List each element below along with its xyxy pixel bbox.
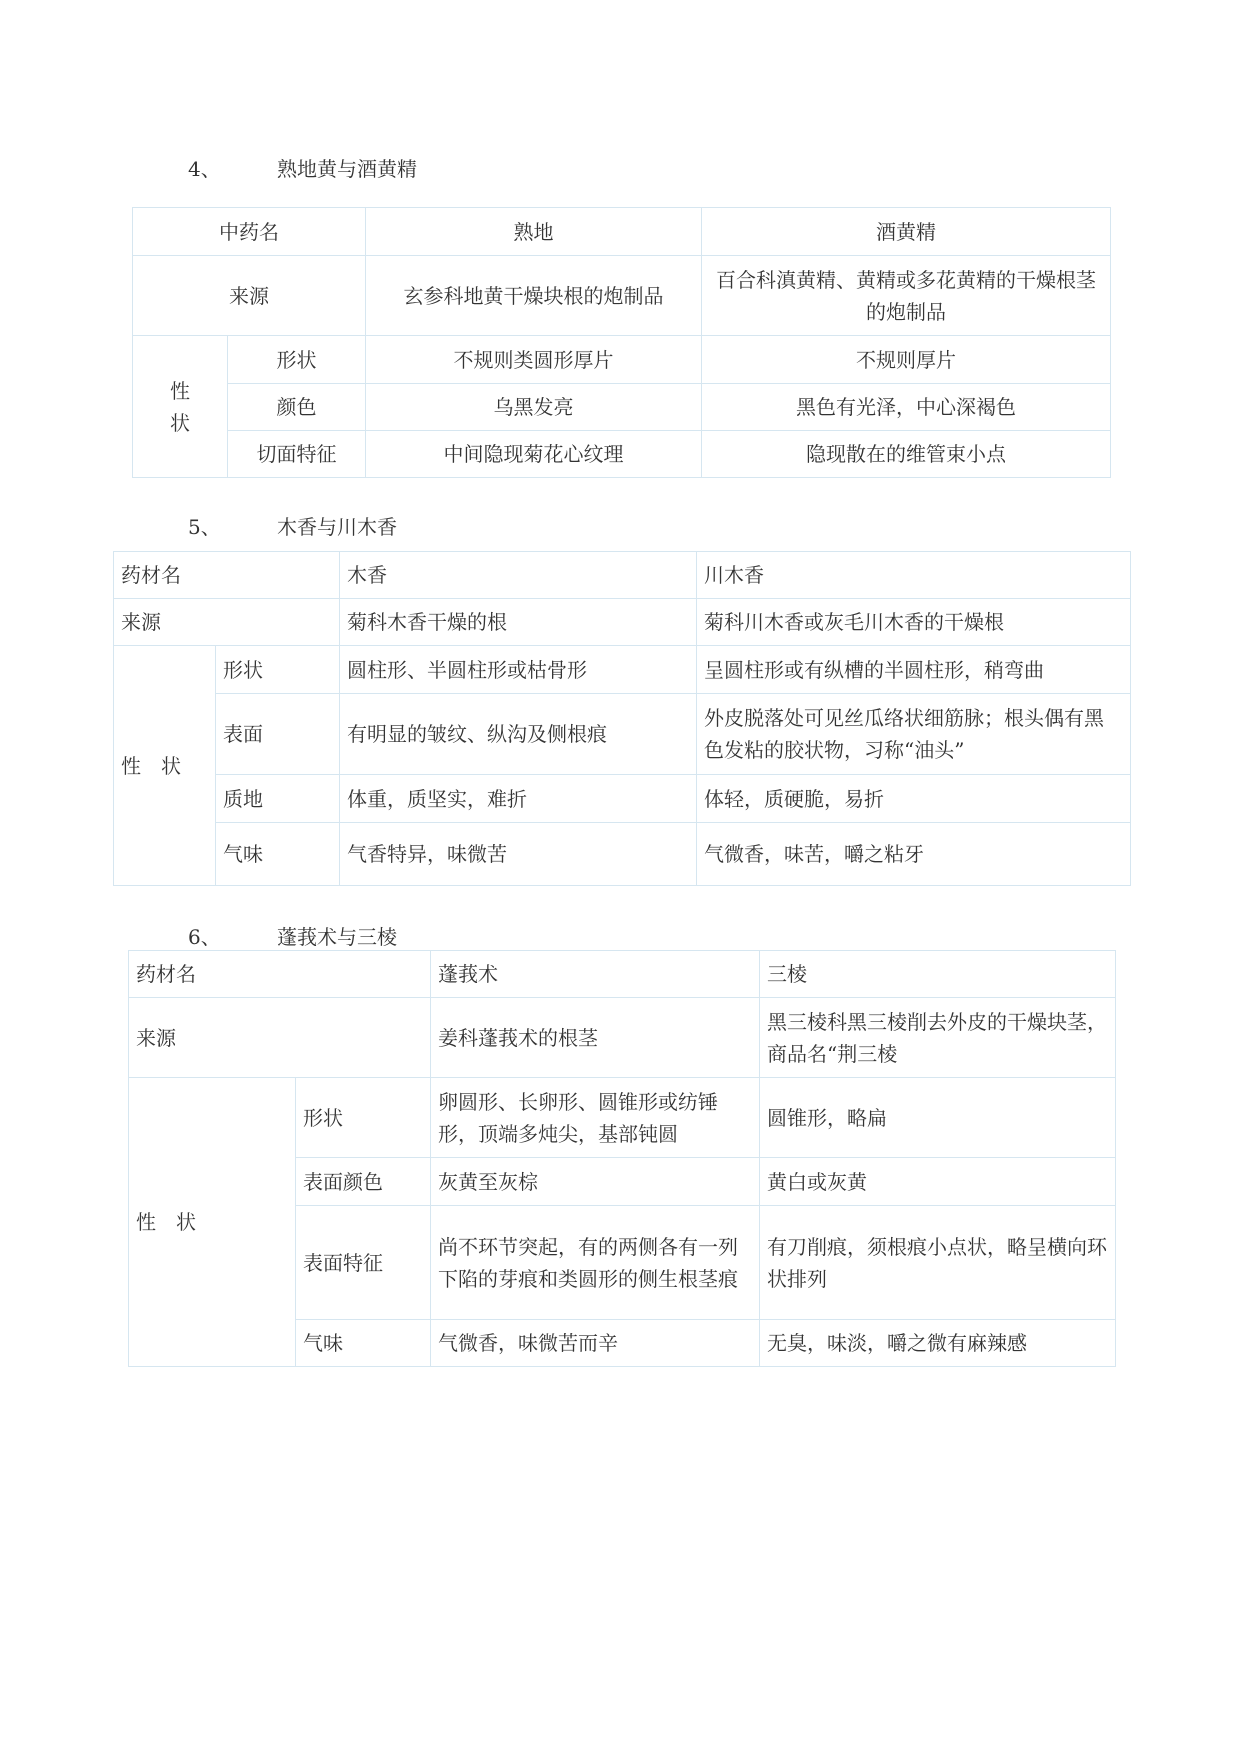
cell-pengezhu: 卵圆形、长卵形、圆锥形或纺锤形，顶端多炖尖，基部钝圆 bbox=[431, 1078, 760, 1158]
row-label: 气味 bbox=[216, 823, 340, 886]
row-label: 表面 bbox=[216, 694, 340, 775]
cell-muxiang: 气香特异，味微苦 bbox=[340, 823, 697, 886]
cell-jiu-huangjing: 不规则厚片 bbox=[702, 336, 1111, 384]
cell-jiu-huangjing: 黑色有光泽，中心深褐色 bbox=[702, 384, 1111, 431]
table-row bbox=[129, 998, 1116, 1078]
source-chuan-muxiang: 菊科川木香或灰毛川木香的干燥根 bbox=[697, 599, 1131, 646]
table-row bbox=[114, 599, 1131, 646]
cell-muxiang: 圆柱形、半圆柱形或枯骨形 bbox=[340, 646, 697, 694]
source-shudi: 玄参科地黄干燥块根的炮制品 bbox=[366, 256, 702, 336]
table-aucklandia-vladimiria bbox=[113, 551, 1131, 886]
cell-chuan-muxiang: 外皮脱落处可见丝瓜络状细筋脉；根头偶有黑色发粘的胶状物，习称“油头” bbox=[697, 694, 1131, 775]
section-6-title: 蓬莪术与三棱 bbox=[277, 925, 397, 949]
row-label: 表面特征 bbox=[296, 1206, 431, 1320]
header-pengezhu: 蓬莪术 bbox=[431, 951, 760, 998]
property-group-label bbox=[133, 336, 228, 478]
cell-sanleng: 圆锥形，略扁 bbox=[760, 1078, 1116, 1158]
row-label: 切面特征 bbox=[228, 431, 366, 478]
section-5-heading bbox=[188, 511, 588, 541]
header-herb-name: 药材名 bbox=[114, 552, 340, 599]
cell-pengezhu: 尚不环节突起，有的两侧各有一列下陷的芽痕和类圆形的侧生根茎痕 bbox=[431, 1206, 760, 1320]
table-row bbox=[133, 208, 1111, 256]
section-5-title: 木香与川木香 bbox=[277, 515, 397, 539]
source-jiu-huangjing: 百合科滇黄精、黄精或多花黄精的干燥根茎的炮制品 bbox=[702, 256, 1111, 336]
cell-sanleng: 有刀削痕，须根痕小点状，略呈横向环状排列 bbox=[760, 1206, 1116, 1320]
source-label: 来源 bbox=[114, 599, 340, 646]
row-label: 形状 bbox=[216, 646, 340, 694]
table-row bbox=[114, 694, 1131, 775]
cell-shudi: 乌黑发亮 bbox=[366, 384, 702, 431]
cell-shudi: 不规则类圆形厚片 bbox=[366, 336, 702, 384]
group-label-char-1: 性 bbox=[170, 378, 190, 403]
header-jiu-huangjing: 酒黄精 bbox=[702, 208, 1111, 256]
cell-chuan-muxiang: 气微香，味苦，嚼之粘牙 bbox=[697, 823, 1131, 886]
table-row bbox=[133, 256, 1111, 336]
section-4-title: 熟地黄与酒黄精 bbox=[277, 157, 417, 181]
cell-muxiang: 有明显的皱纹、纵沟及侧根痕 bbox=[340, 694, 697, 775]
table-row bbox=[133, 384, 1111, 431]
table-row bbox=[114, 552, 1131, 599]
source-label: 来源 bbox=[133, 256, 366, 336]
source-sanleng: 黑三棱科黑三棱削去外皮的干燥块茎，商品名“荆三棱 bbox=[760, 998, 1116, 1078]
cell-sanleng: 无臭，味淡，嚼之微有麻辣感 bbox=[760, 1320, 1116, 1367]
header-shudi: 熟地 bbox=[366, 208, 702, 256]
row-label: 颜色 bbox=[228, 384, 366, 431]
section-4-number: 4、 bbox=[188, 157, 221, 181]
source-muxiang: 菊科木香干燥的根 bbox=[340, 599, 697, 646]
header-sanleng: 三棱 bbox=[760, 951, 1116, 998]
cell-shudi: 中间隐现菊花心纹理 bbox=[366, 431, 702, 478]
header-muxiang: 木香 bbox=[340, 552, 697, 599]
table-row bbox=[133, 431, 1111, 478]
header-herb-name: 药材名 bbox=[129, 951, 431, 998]
source-pengezhu: 姜科蓬莪术的根茎 bbox=[431, 998, 760, 1078]
row-label: 表面颜色 bbox=[296, 1158, 431, 1206]
table-curcuma-sparganium bbox=[128, 950, 1116, 1367]
property-group-label: 性 状 bbox=[129, 1078, 296, 1367]
header-herb-name: 中药名 bbox=[133, 208, 366, 256]
cell-chuan-muxiang: 呈圆柱形或有纵槽的半圆柱形，稍弯曲 bbox=[697, 646, 1131, 694]
cell-pengezhu: 气微香，味微苦而辛 bbox=[431, 1320, 760, 1367]
cell-jiu-huangjing: 隐现散在的维管束小点 bbox=[702, 431, 1111, 478]
section-4-heading bbox=[188, 153, 588, 183]
source-label: 来源 bbox=[129, 998, 431, 1078]
section-5-number: 5、 bbox=[188, 515, 221, 539]
cell-pengezhu: 灰黄至灰棕 bbox=[431, 1158, 760, 1206]
table-row bbox=[114, 646, 1131, 694]
property-group-label: 性 状 bbox=[114, 646, 216, 886]
cell-muxiang: 体重，质坚实，难折 bbox=[340, 775, 697, 823]
table-row bbox=[129, 951, 1116, 998]
row-label: 质地 bbox=[216, 775, 340, 823]
table-row bbox=[114, 823, 1131, 886]
cell-chuan-muxiang: 体轻，质硬脆，易折 bbox=[697, 775, 1131, 823]
table-row bbox=[133, 336, 1111, 384]
table-row bbox=[114, 775, 1131, 823]
row-label: 形状 bbox=[228, 336, 366, 384]
section-6-heading bbox=[188, 921, 588, 951]
table-row bbox=[129, 1078, 1116, 1158]
header-chuan-muxiang: 川木香 bbox=[697, 552, 1131, 599]
table-rehmannia-polygonatum bbox=[132, 207, 1111, 478]
group-label-char-2: 状 bbox=[170, 410, 190, 435]
cell-sanleng: 黄白或灰黄 bbox=[760, 1158, 1116, 1206]
section-6-number: 6、 bbox=[188, 925, 221, 949]
row-label: 形状 bbox=[296, 1078, 431, 1158]
row-label: 气味 bbox=[296, 1320, 431, 1367]
